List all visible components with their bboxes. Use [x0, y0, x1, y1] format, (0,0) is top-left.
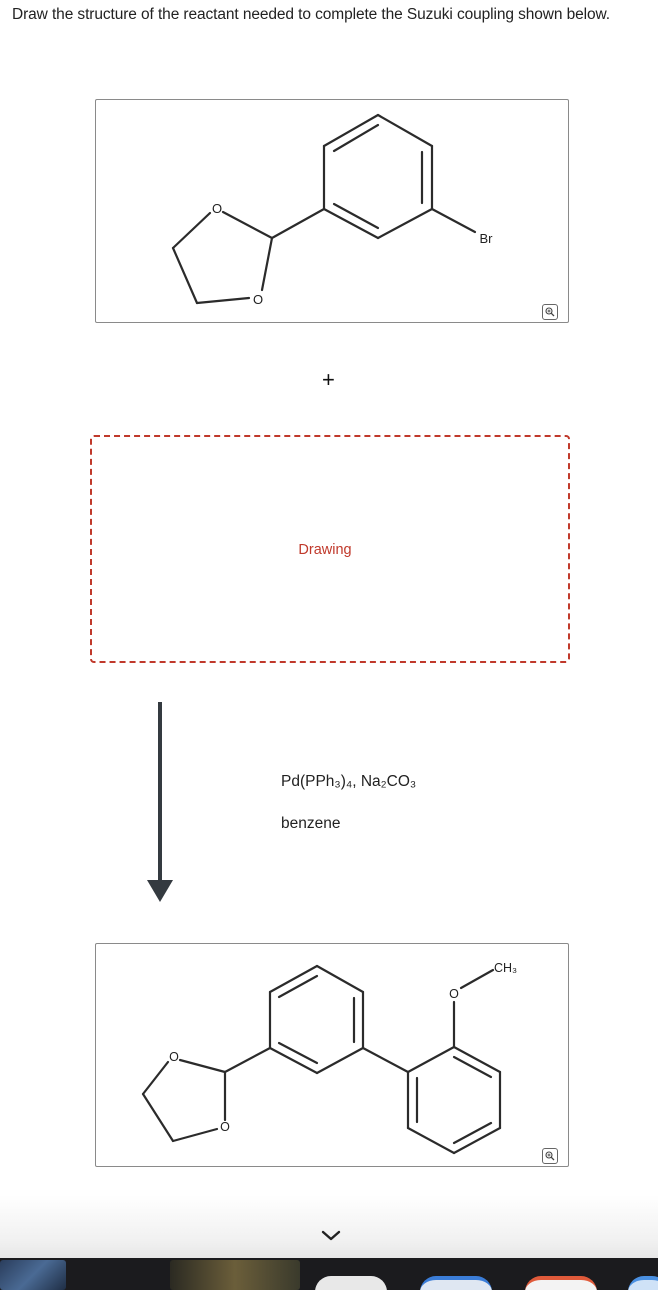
reaction-solvent: benzene — [281, 815, 341, 832]
bond — [223, 212, 272, 238]
chevron-down-icon — [320, 1229, 342, 1243]
atom-label-ch3: CH₃ — [494, 961, 518, 975]
bond — [173, 1129, 217, 1141]
taskbar — [0, 1258, 658, 1290]
atom-label-o: O — [449, 987, 459, 1001]
bond — [461, 970, 493, 988]
atom-label-o: O — [211, 201, 223, 216]
reaction-arrow-shaft — [158, 702, 162, 884]
bond — [180, 1060, 225, 1072]
reactant-structure-box — [95, 99, 569, 323]
bond — [143, 1094, 173, 1141]
taskbar-thumbnail[interactable] — [0, 1260, 66, 1290]
dock-app-icon[interactable] — [525, 1276, 597, 1290]
dock-app-icon[interactable] — [315, 1276, 387, 1290]
bond — [262, 238, 272, 290]
bond — [197, 298, 249, 303]
bond — [334, 204, 378, 228]
bond — [279, 1043, 317, 1063]
bond — [317, 966, 363, 992]
dock-app-icon[interactable] — [628, 1276, 658, 1290]
bond — [279, 976, 317, 997]
atom-label-o: O — [252, 292, 264, 307]
bond — [432, 209, 475, 232]
drawing-area[interactable] — [90, 435, 570, 663]
dock-app-icon[interactable] — [420, 1276, 492, 1290]
reactant-structure — [96, 100, 568, 322]
product-structure — [96, 944, 568, 1166]
bottom-fade — [0, 1195, 658, 1260]
reaction-arrow-head — [147, 880, 173, 902]
zoom-icon — [544, 306, 556, 318]
bond — [378, 115, 432, 146]
bond — [454, 1057, 491, 1077]
plus-sign: + — [322, 367, 335, 392]
bond — [408, 1047, 454, 1072]
expand-button[interactable] — [320, 1229, 342, 1248]
bond — [272, 209, 324, 238]
zoom-button[interactable] — [542, 1148, 558, 1164]
bond — [173, 248, 197, 303]
bond — [408, 1128, 454, 1153]
atom-label-o: O — [220, 1120, 230, 1134]
atom-label-o: O — [169, 1050, 179, 1064]
bond — [363, 1048, 408, 1072]
product-structure-box — [95, 943, 569, 1167]
question-text: Draw the structure of the reactant needed to complete the Suzuki coupling shown below. — [12, 6, 610, 23]
reaction-reagents: Pd(PPh₃)₄, Na₂CO₃ — [281, 773, 417, 790]
bond — [334, 125, 378, 151]
atom-label-br: Br — [479, 231, 493, 246]
bond — [173, 213, 210, 248]
bond — [143, 1062, 168, 1094]
bond — [317, 1048, 363, 1073]
bond — [454, 1123, 491, 1143]
taskbar-thumbnail[interactable] — [170, 1260, 300, 1290]
bond — [225, 1048, 270, 1072]
zoom-button[interactable] — [542, 304, 558, 320]
drawing-label: Drawing — [298, 542, 352, 558]
bond — [378, 209, 432, 238]
zoom-icon — [544, 1150, 556, 1162]
